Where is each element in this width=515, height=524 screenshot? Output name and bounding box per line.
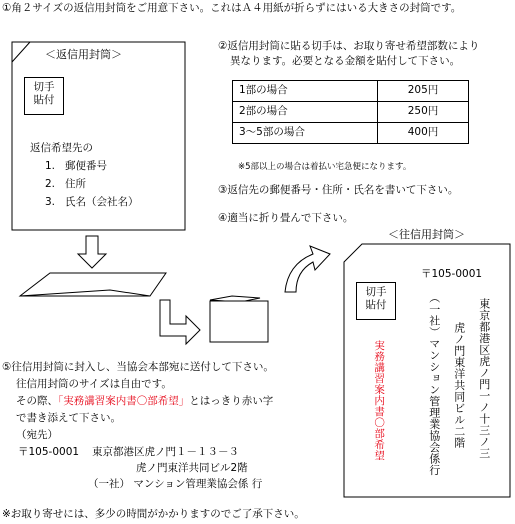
outgoing-organization: （一社）マンション管理業協会係行 [427, 292, 441, 476]
stamp-label-1: 切手 [365, 286, 387, 298]
addressee-address: 東京都港区虎ノ門１－１３－３ [92, 446, 239, 458]
outgoing-stamp-box [356, 282, 396, 320]
step2-line2: 異なります。必要となる金額を貼付して下さい。 [230, 55, 461, 67]
step5-line3-prefix: その際、 [16, 395, 58, 407]
qty-cell: 1部の場合 [233, 81, 378, 102]
item-number: 2. [45, 178, 56, 190]
stamp-label-2: 貼付 [365, 299, 387, 312]
item-number: 3. [45, 196, 56, 208]
addressee-building: 虎ノ門東洋共同ビル2階 [136, 462, 248, 474]
price-cell: 250円 [378, 102, 469, 123]
price-cell: 400円 [378, 123, 469, 144]
step4-text: ④適当に折り畳んで下さい。 [218, 212, 354, 224]
addressee-organization: （一社） マンション管理業協会係 行 [88, 478, 263, 490]
return-envelope-title: ＜返信用封筒＞ [45, 48, 122, 61]
item-number: 1. [45, 160, 56, 172]
step5-line2: 往信用封筒のサイズは自由です。 [16, 378, 172, 390]
step5-line3-suffix: とはっきり赤い字 [189, 395, 274, 407]
item-text: 住所 [65, 178, 87, 190]
address-heading: 返信希望先の [30, 142, 93, 154]
stamp-label-1: 切手 [33, 81, 55, 93]
price-note: ※5部以上の場合は着払い宅急便になります。 [238, 162, 412, 172]
stamp-label-2: 貼付 [33, 94, 55, 107]
item-text: 氏名（会社名） [65, 196, 139, 208]
outgoing-red-request-label: 実務講習案内書〇部希望 [373, 340, 386, 461]
addressee-postal-code: 〒105-0001 [18, 446, 80, 458]
price-cell: 205円 [378, 81, 469, 102]
step5-line4: で書き添えて下さい。 [16, 412, 121, 424]
outgoing-address-line1: 東京都港区虎ノ門一ノ十三ノ三 [477, 298, 491, 459]
qty-cell: 2部の場合 [233, 102, 378, 123]
step5-line3 [16, 395, 273, 408]
addressee-label: （宛先） [16, 429, 58, 441]
step3-text: ③返信先の郵便番号・住所・氏名を書いて下さい。 [218, 184, 459, 196]
item-text: 郵便番号 [65, 160, 108, 172]
step5-red-request: 「実務講習案内書〇部希望」 [58, 395, 190, 407]
step5-line1: ⑤往信用封筒に封入し、当協会本部宛に送付して下さい。 [2, 361, 274, 373]
outgoing-address-line2: 虎ノ門東洋共同ビル二階 [452, 322, 466, 449]
outgoing-envelope-title: ＜往信用封筒＞ [388, 228, 465, 241]
footer-note: ※お取り寄せには、多少の時間がかかりますのでご了承下さい。 [2, 508, 305, 520]
outgoing-postal-code: 〒105-0001 [421, 268, 483, 280]
step2-line1: ②返信用封筒に貼る切手は、お取り寄せ希望部数により [218, 40, 480, 52]
qty-cell: 3～5部の場合 [233, 123, 378, 144]
intro-text: ①角２サイズの返信用封筒をご用意下さい。これはＡ４用紙が折らずにはいる大きさの封筒です。 [2, 2, 462, 14]
